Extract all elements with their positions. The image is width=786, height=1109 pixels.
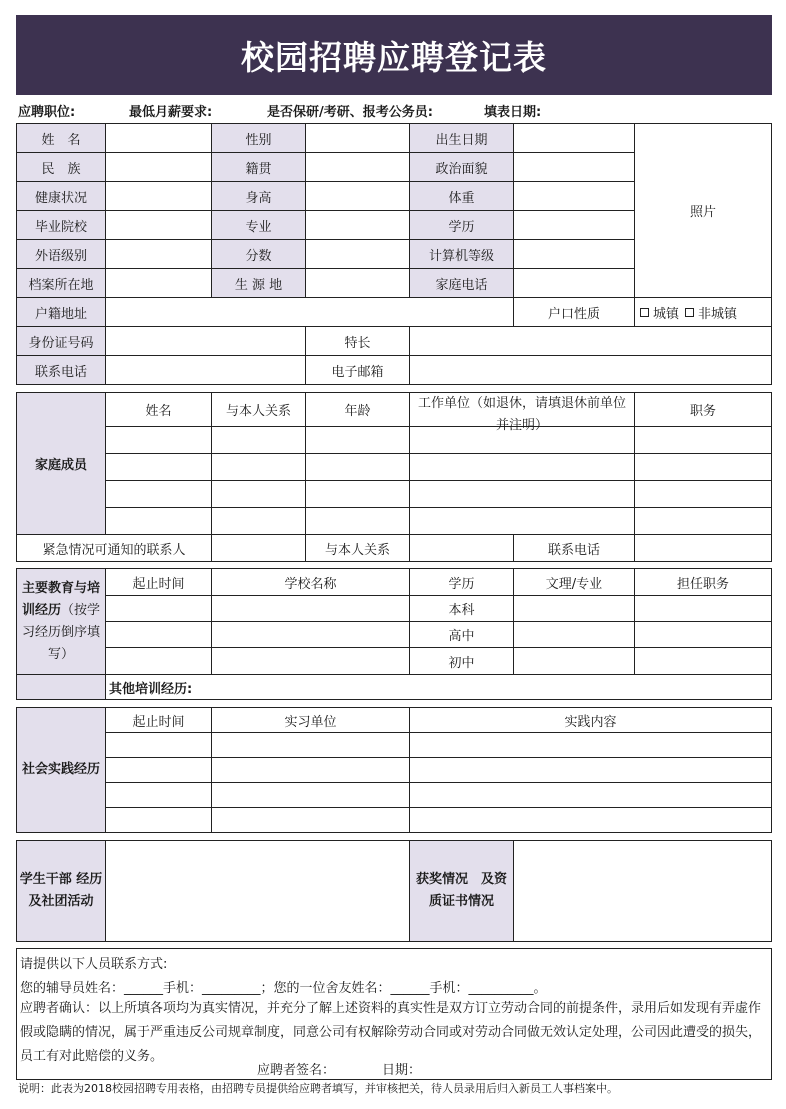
- birth-input[interactable]: [514, 124, 635, 153]
- family-label: 家庭成员: [17, 393, 106, 535]
- practice-header-period: 起止时间: [106, 708, 212, 733]
- education-label: [17, 569, 106, 675]
- family-row-cell[interactable]: [212, 454, 306, 481]
- form-footnote: 说明：此表为2018校园招聘专用表格，由招聘专员提供给应聘者填写，并审核把关，待人员录用后归入新员工人事档案中。: [18, 1082, 618, 1095]
- home-phone-label: 家庭电话: [410, 269, 514, 298]
- education-label-note: （按学习经历倒序填写）: [21, 602, 101, 662]
- family-row-cell[interactable]: [306, 427, 410, 454]
- basic-info-section: [16, 123, 772, 385]
- meta-postgrad: 是否保研/考研、报考公务员:: [267, 105, 433, 120]
- origin-label: 生 源 地: [212, 269, 306, 298]
- education-label-bold: 主要教育与培训经历: [21, 580, 100, 618]
- family-row-cell[interactable]: [106, 454, 212, 481]
- practice-row-cell[interactable]: [106, 808, 212, 832]
- height-label: 身高: [212, 182, 306, 211]
- practice-row-cell[interactable]: [106, 783, 212, 808]
- counselor-roommate-line[interactable]: 您的辅导员姓名：______手机：_________；您的一位舍友姓名：______手机：__________。: [20, 981, 547, 996]
- family-header-title: 职务: [635, 393, 771, 427]
- form-title: 校园招聘应聘登记表: [16, 15, 772, 95]
- language-input[interactable]: [106, 240, 212, 269]
- family-header-age: 年龄: [306, 393, 410, 427]
- emergency-contact-input[interactable]: [212, 535, 306, 561]
- height-input[interactable]: [306, 182, 410, 211]
- cadre-label: 学生干部 经历 及社团活动: [17, 841, 106, 941]
- family-row-cell[interactable]: [212, 427, 306, 454]
- family-row-cell[interactable]: [306, 481, 410, 508]
- hukou-type-options: [635, 298, 771, 327]
- specialty-input[interactable]: [410, 327, 771, 356]
- weight-input[interactable]: [514, 182, 635, 211]
- contact-request-text: 请提供以下人员联系方式:: [20, 957, 168, 972]
- emergency-contact-label: 紧急情况可通知的联系人: [17, 535, 212, 561]
- practice-header-unit: 实习单位: [212, 708, 410, 733]
- cadre-awards-section: [16, 840, 772, 942]
- specialty-label: 特长: [306, 327, 410, 356]
- political-input[interactable]: [514, 153, 635, 182]
- language-label: 外语级别: [17, 240, 106, 269]
- edu-row-cell[interactable]: [635, 596, 771, 622]
- birth-label: 出生日期: [410, 124, 514, 153]
- rural-option-label: 非城镇: [698, 306, 738, 322]
- practice-row-cell[interactable]: [410, 783, 771, 808]
- meta-position: 应聘职位:: [18, 105, 76, 120]
- school-input[interactable]: [106, 211, 212, 240]
- family-row-cell[interactable]: [306, 454, 410, 481]
- practice-row-cell[interactable]: [212, 783, 410, 808]
- signature-label[interactable]: 应聘者签名：: [257, 1063, 336, 1078]
- practice-row-cell[interactable]: [410, 758, 771, 783]
- practice-row-cell[interactable]: [106, 758, 212, 783]
- emergency-phone-input[interactable]: [635, 535, 771, 561]
- edu-row-cell[interactable]: [635, 622, 771, 648]
- email-label: 电子邮箱: [306, 356, 410, 384]
- cadre-input[interactable]: [106, 841, 410, 941]
- weight-label: 体重: [410, 182, 514, 211]
- edu-header-school: 学校名称: [212, 569, 410, 596]
- family-header-employer: 工作单位（如退休，请填退休前单位并注明）: [410, 393, 635, 427]
- practice-row-cell[interactable]: [212, 758, 410, 783]
- name-input[interactable]: [106, 124, 212, 153]
- edu-row-cell[interactable]: [514, 596, 635, 622]
- degree-input[interactable]: [514, 211, 635, 240]
- edu-header-major: 文理/专业: [514, 569, 635, 596]
- school-label: 毕业院校: [17, 211, 106, 240]
- family-row-cell[interactable]: [106, 427, 212, 454]
- rural-checkbox[interactable]: [685, 308, 694, 317]
- edu-row-cell[interactable]: [635, 648, 771, 675]
- edu-level-bachelor: 本科: [410, 596, 514, 622]
- practice-row-cell[interactable]: [410, 733, 771, 758]
- photo-box[interactable]: 照片: [635, 124, 771, 298]
- practice-section: [16, 707, 772, 833]
- gender-input[interactable]: [306, 124, 410, 153]
- family-header-name: 姓名: [106, 393, 212, 427]
- signature-date-label[interactable]: 日期：: [382, 1063, 422, 1078]
- ethnicity-label: 民 族: [17, 153, 106, 182]
- native-input[interactable]: [306, 153, 410, 182]
- phone-input[interactable]: [106, 356, 306, 384]
- major-input[interactable]: [306, 211, 410, 240]
- edu-row-cell[interactable]: [212, 622, 410, 648]
- awards-input[interactable]: [514, 841, 771, 941]
- family-row-cell[interactable]: [410, 481, 635, 508]
- emergency-relation-input[interactable]: [410, 535, 514, 561]
- family-row-cell[interactable]: [635, 508, 771, 535]
- family-row-cell[interactable]: [410, 427, 635, 454]
- name-label: 姓 名: [17, 124, 106, 153]
- family-row-cell[interactable]: [635, 454, 771, 481]
- urban-checkbox[interactable]: [640, 308, 649, 317]
- computer-input[interactable]: [514, 240, 635, 269]
- edu-row-cell[interactable]: [212, 648, 410, 675]
- urban-option-label: 城镇: [653, 306, 680, 322]
- edu-row-cell[interactable]: [106, 596, 212, 622]
- ethnicity-input[interactable]: [106, 153, 212, 182]
- archive-label: 档案所在地: [17, 269, 106, 298]
- origin-input[interactable]: [306, 269, 410, 298]
- family-row-cell[interactable]: [410, 454, 635, 481]
- family-row-cell[interactable]: [410, 508, 635, 535]
- education-label-tail: [17, 675, 106, 699]
- edu-header-role: 担任职务: [635, 569, 771, 596]
- email-input[interactable]: [410, 356, 771, 384]
- education-section: [16, 568, 772, 700]
- edu-row-cell[interactable]: [212, 596, 410, 622]
- family-row-cell[interactable]: [212, 481, 306, 508]
- home-phone-input[interactable]: [514, 269, 635, 298]
- confirmation-section: [16, 948, 772, 1080]
- family-row-cell[interactable]: [635, 481, 771, 508]
- family-row-cell[interactable]: [106, 481, 212, 508]
- health-label: 健康状况: [17, 182, 106, 211]
- edu-level-highschool: 高中: [410, 622, 514, 648]
- phone-label: 联系电话: [17, 356, 106, 384]
- hukou-input[interactable]: [106, 298, 514, 327]
- meta-min-salary: 最低月薪要求:: [129, 105, 213, 120]
- emergency-phone-label: 联系电话: [514, 535, 635, 561]
- practice-row-cell[interactable]: [212, 808, 410, 832]
- family-row-cell[interactable]: [106, 508, 212, 535]
- practice-row-cell[interactable]: [410, 808, 771, 832]
- health-input[interactable]: [106, 182, 212, 211]
- family-row-cell[interactable]: [635, 427, 771, 454]
- archive-input[interactable]: [106, 269, 212, 298]
- practice-row-cell[interactable]: [212, 733, 410, 758]
- edu-header-degree: 学历: [410, 569, 514, 596]
- major-label: 专业: [212, 211, 306, 240]
- other-training-field[interactable]: 其他培训经历:: [109, 681, 193, 697]
- degree-label: 学历: [410, 211, 514, 240]
- gender-label: 性别: [212, 124, 306, 153]
- edu-row-cell[interactable]: [106, 648, 212, 675]
- practice-row-cell[interactable]: [106, 733, 212, 758]
- hukou-type-label: 户口性质: [514, 298, 635, 327]
- political-label: 政治面貌: [410, 153, 514, 182]
- family-header-relation: 与本人关系: [212, 393, 306, 427]
- practice-label: 社会实践经历: [17, 708, 106, 832]
- applicant-confirmation-text: 应聘者确认：以上所填各项均为真实情况，并充分了解上述资料的真实性是双方订立劳动合同的前提条件，录用后如发现有弄虚作假或隐瞒的情况，属于严重违反公司规章制度，同意公司有权解除劳动合同或对劳动合同做无效认定处理，公司因此遭受的损失，员工有对此赔偿的义务。: [20, 1001, 762, 1064]
- family-section: [16, 392, 772, 562]
- family-row-cell[interactable]: [306, 508, 410, 535]
- score-label: 分数: [212, 240, 306, 269]
- hukou-label: 户籍地址: [17, 298, 106, 327]
- edu-row-cell[interactable]: [106, 622, 212, 648]
- awards-label: 获奖情况 及资质证书情况: [410, 841, 514, 941]
- edu-header-period: 起止时间: [106, 569, 212, 596]
- meta-fill-date: 填表日期:: [484, 105, 542, 120]
- id-input[interactable]: [106, 327, 306, 356]
- edu-row-cell[interactable]: [514, 648, 635, 675]
- edu-level-middleschool: 初中: [410, 648, 514, 675]
- id-label: 身份证号码: [17, 327, 106, 356]
- native-label: 籍贯: [212, 153, 306, 182]
- family-row-cell[interactable]: [212, 508, 306, 535]
- score-input[interactable]: [306, 240, 410, 269]
- computer-label: 计算机等级: [410, 240, 514, 269]
- edu-row-cell[interactable]: [514, 622, 635, 648]
- practice-header-content: 实践内容: [410, 708, 771, 733]
- emergency-relation-label: 与本人关系: [306, 535, 410, 561]
